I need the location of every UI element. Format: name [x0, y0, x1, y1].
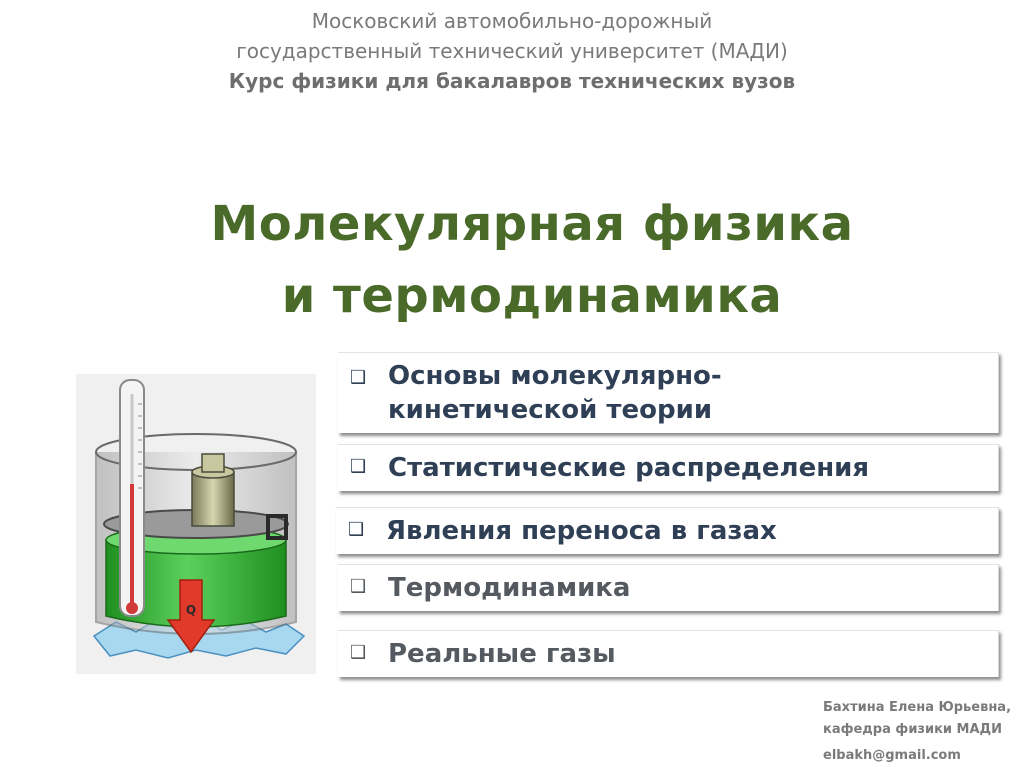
- thermometer-icon: [120, 380, 144, 616]
- topic-label: Реальные газы: [388, 639, 616, 669]
- topic-label: Термодинамика: [388, 573, 631, 603]
- author-name: Бахтина Елена Юрьевна,: [823, 700, 1012, 715]
- header-university-line2: государственный технический университет (МАДИ): [236, 39, 788, 63]
- weight: [192, 472, 234, 526]
- header: [0, 6, 1024, 96]
- topic-molecular-kinetic-theory: [338, 352, 999, 433]
- topic-real-gases: [338, 630, 999, 677]
- title-line2: и термодинамика: [281, 268, 783, 324]
- heat-arrow-label: Q: [185, 603, 197, 617]
- topic-label-line1: Основы молекулярно-: [388, 361, 722, 391]
- page-title: [0, 188, 1024, 332]
- topic-label: Статистические распределения: [388, 453, 870, 483]
- checkbox-bullet-icon: ❑: [348, 519, 365, 540]
- weight-knob: [202, 454, 224, 472]
- calorimeter-illustration: [76, 374, 316, 674]
- author-affiliation: кафедра физики МАДИ: [823, 722, 1002, 737]
- topic-label-line2: кинетической теории: [388, 395, 713, 425]
- checkbox-bullet-icon: ❑: [350, 367, 367, 388]
- topic-label: [388, 359, 722, 427]
- topic-label: Явления переноса в газах: [386, 516, 777, 546]
- topic-statistical-distributions: [338, 444, 999, 491]
- header-university-line1: Московский автомобильно-дорожный: [311, 9, 713, 33]
- topic-transport-phenomena: [336, 507, 999, 554]
- topic-thermodynamics: [338, 564, 999, 611]
- header-course: Курс физики для бакалавров технических вузов: [228, 69, 796, 93]
- author-block: [823, 697, 1011, 767]
- checkbox-bullet-icon: ❑: [350, 642, 367, 663]
- author-email[interactable]: elbakh@gmail.com: [823, 748, 961, 763]
- title-line1: Молекулярная физика: [210, 196, 854, 252]
- checkbox-bullet-icon: ❑: [350, 456, 367, 477]
- checkbox-bullet-icon: ❑: [350, 576, 367, 597]
